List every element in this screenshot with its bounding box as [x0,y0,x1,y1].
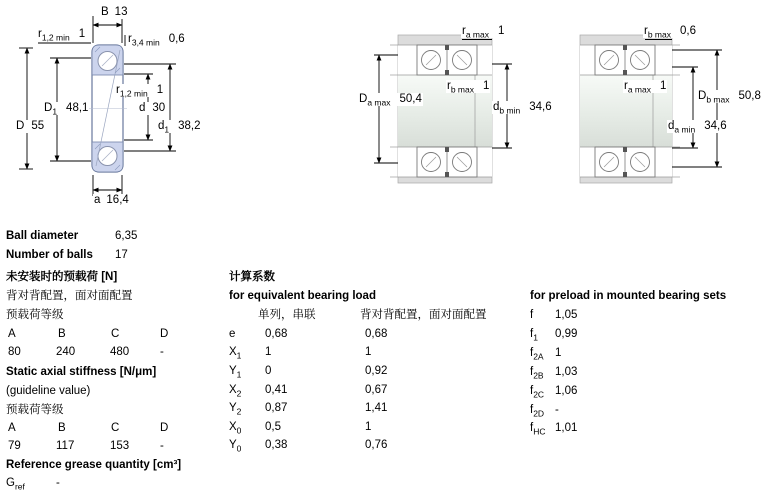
preload-factor-value: 1,01 [555,422,578,434]
sub: 1 [533,332,538,343]
dim-subscript: 1,2 min [41,32,70,43]
factor-single-value: 0,41 [265,384,288,396]
factor-symbol [229,327,235,344]
sym: f [530,366,534,378]
preload-value-A: 80 [8,346,21,358]
bearing-pair-top [417,45,477,75]
dim-value: 1 [483,80,490,92]
dim-subscript: b max [450,84,474,95]
bearing-pair-bottom [595,147,655,177]
sub: 2 [236,388,242,399]
factor-single-value: 0,5 [265,421,281,433]
col2-header: 背对背配置，面对面配置 [360,309,487,321]
dim-label-rb-max [643,25,697,38]
dim-value: 50,4 [399,93,422,105]
dim-subscript: a max [627,84,651,95]
preload-factor-value: 1,06 [555,385,578,397]
sym: Y [229,402,237,414]
factor-single-value: 1 [265,346,272,358]
sub: 1 [236,369,242,380]
stiffness-subtitle: (guideline value) [6,385,91,397]
dim-value: 50,8 [738,90,761,102]
sym: X [229,384,237,396]
sym: f [530,347,534,359]
factor-symbol [229,364,241,381]
dim-symbol: r [128,33,132,45]
grease-sub: ref [14,481,25,492]
number-of-balls-label: Number of balls [6,249,93,261]
dim-label-d [138,102,166,115]
dim-label-B [100,6,128,19]
sub: 0 [236,425,242,436]
sub: 2C [533,389,545,400]
factor-paired-value: 1 [365,421,372,433]
dim-subscript: 3,4 min [131,37,160,48]
sym: Y [229,365,237,377]
sub: 2 [236,406,242,417]
dim-value: 55 [31,120,45,132]
dim-label-da-min [667,120,728,133]
dim-symbol: a [94,194,101,206]
factor-single-value: 0,68 [265,328,288,340]
dim-label-rb-max [446,80,490,93]
dim-subscript: a max [367,97,391,108]
preload-value-D: - [160,346,164,358]
dim-value: 1 [498,25,505,37]
dim-symbol: d [493,101,500,113]
dim-subscript: a max [465,29,489,40]
grease-sym: G [6,477,15,489]
dim-symbol: d [139,102,146,114]
dim-symbol: B [101,6,109,18]
dim-subscript: 1,2 min [119,88,148,99]
dim-label-Da-max [358,93,423,106]
sym: f [530,309,534,321]
factor-paired-value: 1 [365,346,372,358]
sub: 2D [533,408,545,419]
dim-label-db-min [492,101,553,114]
grease-value: - [56,477,60,489]
dim-symbol: d [668,120,675,132]
stiffness-value-B: 117 [56,440,75,452]
preload-factor-value: 1,05 [555,309,578,321]
dim-label-a [93,194,130,207]
dim-label-r34 [127,33,186,46]
ball-diameter-value: 6,35 [115,230,138,242]
factor-symbol [229,345,241,362]
stiffness-value-C: 153 [110,440,130,452]
dim-label-ra-max [461,25,505,38]
dim-value: 0,6 [168,33,185,45]
dim-value: 34,6 [529,101,552,113]
preload-value-C: 480 [110,346,130,358]
factor-single-value: 0 [265,365,272,377]
preload-header-A: A [8,328,16,340]
sym: f [530,328,534,340]
factor-paired-value: 0,68 [365,328,388,340]
bearing-pair-bottom [417,147,477,177]
sub: 1 [236,350,242,361]
preload-factor-value: - [555,404,559,416]
dim-symbol: r [624,80,628,92]
dim-subscript: b max [647,29,671,40]
factor-paired-value: 1,41 [365,402,388,414]
sub: 2A [533,351,544,362]
number-of-balls-value: 17 [115,249,128,261]
preload-header-D: D [160,328,169,340]
dim-value: 1 [660,80,667,92]
dim-symbol: r [644,25,648,37]
preload-header-C: C [111,328,120,340]
preload-unmounted-title: 未安装时的预载荷 [N] [6,271,118,283]
stiffness-header-A: A [8,422,16,434]
grease-title: Reference grease quantity [cm³] [6,459,182,471]
stiffness-header-B: B [58,422,66,434]
dim-label-d1 [157,120,202,133]
stiffness-value-D: - [160,440,164,452]
dim-symbol: D [16,120,25,132]
dim-subscript: 1 [164,124,170,135]
dim-value: 48,1 [66,102,89,114]
preload-factor-symbol [530,327,538,344]
grease-symbol [6,476,25,493]
dim-label-D1 [43,102,89,115]
dim-value: 1 [156,84,164,96]
dim-symbol: d [158,120,165,132]
sym: Y [229,439,237,451]
dim-label-D [15,120,45,133]
dim-subscript: b min [499,105,521,116]
factor-symbol [229,383,241,400]
dim-label-r12-top [37,28,86,41]
dim-symbol: D [698,90,707,102]
stiffness-title: Static axial stiffness [N/μm] [6,366,157,378]
sym: f [530,422,534,434]
dim-value: 34,6 [704,120,727,132]
dim-subscript: b max [706,94,730,105]
dim-subscript: a min [674,124,696,135]
stiffness-header-C: C [111,422,120,434]
sym: f [530,404,534,416]
dim-symbol: D [44,102,53,114]
sub: 2B [533,370,544,381]
dim-symbol: r [447,80,451,92]
factor-paired-value: 0,92 [365,365,388,377]
dim-value: 16,4 [106,194,129,206]
factor-single-value: 0,87 [265,402,288,414]
dim-label-ra-max [623,80,667,93]
dim-subscript: 1 [52,106,58,117]
dim-value: 30 [152,102,166,114]
preload-factor-symbol [530,365,544,382]
preload-header-B: B [58,328,66,340]
calc-factors-title: 计算系数 [229,271,275,283]
stiffness-header-D: D [160,422,169,434]
dim-symbol: D [359,93,368,105]
factor-single-value: 0,38 [265,439,288,451]
preload-class-label: 预载荷等级 [6,309,64,321]
preload-factor-symbol [530,346,544,363]
preload-factor-value: 0,99 [555,328,578,340]
sym: f [530,385,534,397]
dim-label-r12-mid [115,84,164,97]
factor-symbol [229,420,241,437]
sym: X [229,346,237,358]
col1-header: 单列，串联 [258,309,316,321]
factor-symbol [229,401,241,418]
sym: e [229,328,236,340]
equivalent-load-title: for equivalent bearing load [229,290,376,302]
dim-symbol: r [38,28,42,40]
preload-factor-value: 1 [555,347,562,359]
preload-factor-symbol [530,403,544,420]
preload-factor-symbol [530,421,545,438]
sub: 0 [236,443,242,454]
dim-symbol: r [462,25,466,37]
factor-symbol [229,438,241,455]
bearing-pair-top [595,45,655,75]
preload-factor-value: 1,03 [555,366,578,378]
bearing-set-drawing-right [575,20,769,192]
sym: X [229,421,237,433]
dim-value: 13 [114,6,128,18]
dim-value: 0,6 [680,25,696,37]
bearing-section [88,45,127,172]
preload-factors-title: for preload in mounted bearing sets [530,290,727,302]
preload-factor-symbol [530,308,533,325]
sub: HC [533,426,546,437]
dim-value: 38,2 [178,120,201,132]
factor-paired-value: 0,67 [365,384,388,396]
preload-value-B: 240 [56,346,76,358]
preload-factor-symbol [530,384,544,401]
dim-symbol: r [116,84,120,96]
dim-label-Db-max [697,90,762,103]
stiffness-class-label: 预载荷等级 [6,404,64,416]
stiffness-value-A: 79 [8,440,21,452]
dim-value: 1 [78,28,86,40]
factor-paired-value: 0,76 [365,439,388,451]
preload-unmounted-subtitle: 背对背配置，面对面配置 [6,290,133,302]
ball-diameter-label: Ball diameter [6,230,79,242]
